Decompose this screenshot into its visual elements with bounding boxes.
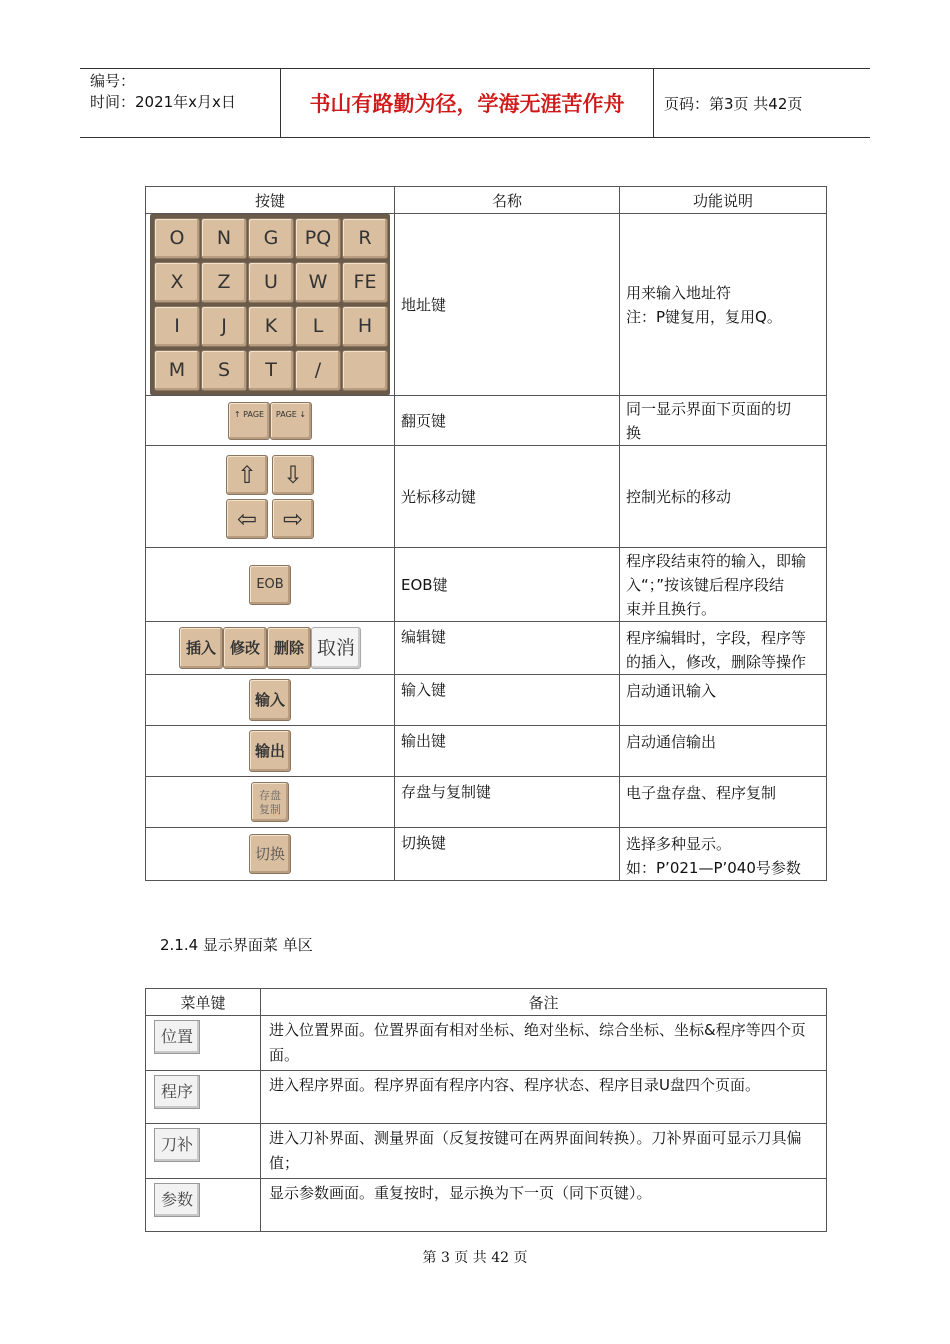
key-w: W [295,262,341,303]
table-row [146,1071,827,1124]
key-t: T [248,350,294,391]
desc-line: 用来输入地址符 [626,283,732,302]
table-row [146,214,827,396]
table-row [146,1179,827,1232]
name-address: 地址键 [395,214,620,396]
key-pq: PQ [295,218,341,259]
header-function: 功能说明 [620,187,827,214]
name-page: 翻页键 [395,396,620,446]
page-footer: 第 3 页 共 42 页 [422,1250,528,1266]
name-output: 输出键 [395,726,620,777]
table-row [146,675,827,726]
program-key: 程序 [154,1075,200,1109]
desc-edit [620,622,827,675]
modify-key: 修改 [223,627,267,669]
table-row [146,828,827,881]
menu-remark: 进入位置界面。位置界面有相对坐标、绝对坐标、综合坐标、坐标&程序等四个页面。 [261,1016,827,1071]
menu-key-cell [146,1124,261,1179]
key-j: J [201,306,247,347]
table-row [146,1124,827,1179]
desc-line: 选择多种显示。 [626,835,732,853]
key-n: N [201,218,247,259]
menu-remark: 进入程序界面。程序界面有程序内容、程序状态、程序目录U盘四个页面。 [261,1071,827,1124]
desc-line: 程序段结束符的输入，即输 [626,551,807,570]
table-row [146,446,827,548]
cursor-down-icon: ⇩ [272,455,314,495]
number-label: 编号： [90,72,136,90]
key-z: Z [201,262,247,303]
input-key-cell [146,675,395,726]
desc-line: 如：P’021—P’040号参数 [626,859,801,877]
desc-page [620,396,827,446]
desc-line: 束并且换行。 [626,599,717,618]
page-up-key: ↑ PAGE [228,402,270,440]
edit-key-cell [146,622,395,675]
tool-offset-key: 刀补 [154,1128,200,1162]
insert-key: 插入 [179,627,223,669]
page-info: 页码：第3页 共42页 [664,94,803,113]
key-i: I [154,306,200,347]
position-key: 位置 [154,1020,200,1054]
cursor-right-icon: ⇨ [272,499,314,539]
desc-line: 入“；”按该键后程序段结 [626,575,785,594]
key-fe: FE [342,262,388,303]
desc-line: 的插入，修改，删除等操作 [626,653,807,671]
header-key: 按键 [146,187,395,214]
page-header [80,68,870,138]
key-k: K [248,306,294,347]
desc-switch [620,828,827,881]
switch-key-cell [146,828,395,881]
eob-key-cell [146,548,395,622]
section-title: 2.1.4 显示界面菜 单区 [160,936,313,954]
table-row [146,726,827,777]
eob-key: EOB [249,565,291,605]
key-table [145,186,827,881]
cancel-key: 取消 [311,627,361,669]
key-slash: / [295,350,341,391]
name-eob: EOB键 [395,548,620,622]
cursor-left-icon: ⇦ [226,499,268,539]
page-down-key: PAGE ↓ [270,402,312,440]
name-input: 输入键 [395,675,620,726]
key-l: L [295,306,341,347]
header-left [80,69,280,137]
key-x: X [154,262,200,303]
address-key-grid [150,214,390,395]
save-copy-key-cell [146,777,395,828]
header-menu-key: 菜单键 [146,989,261,1016]
cursor-up-icon: ⇧ [226,455,268,495]
motto: 书山有路勤为径，学海无涯苦作舟 [280,69,654,137]
menu-key-cell [146,1179,261,1232]
name-switch: 切换键 [395,828,620,881]
output-key: 输出 [249,730,291,772]
menu-table-header [146,989,827,1016]
name-edit: 编辑键 [395,622,620,675]
table-row [146,396,827,446]
key-h: H [342,306,388,347]
menu-key-cell [146,1016,261,1071]
time-label: 时间：2021年x月x日 [90,93,236,111]
key-blank [342,350,388,391]
page-key-cell [146,396,395,446]
desc-line: 注：P键复用，复用Q。 [626,307,782,326]
desc-line: 程序编辑时，字段，程序等 [626,629,807,647]
desc-line: 同一显示界面下页面的切 [626,399,792,418]
cursor-key-cell [146,446,395,548]
save-copy-key: 存盘复制 [251,782,289,822]
output-key-cell [146,726,395,777]
table-row [146,777,827,828]
key-o: O [154,218,200,259]
name-cursor: 光标移动键 [395,446,620,548]
desc-input: 启动通讯输入 [620,675,827,726]
cursor-keys [146,453,394,541]
desc-cursor: 控制光标的移动 [620,446,827,548]
menu-key-cell [146,1071,261,1124]
key-s: S [201,350,247,391]
desc-eob [620,548,827,622]
name-save-copy: 存盘与复制键 [395,777,620,828]
menu-remark: 显示参数画面。重复按时，显示换为下一页（同下页键）。 [261,1179,827,1232]
desc-output: 启动通信输出 [620,726,827,777]
table-row [146,622,827,675]
delete-key: 删除 [267,627,311,669]
key-m: M [154,350,200,391]
address-key-cell [146,214,395,396]
switch-key: 切换 [249,834,291,874]
menu-table [145,988,827,1232]
key-u: U [248,262,294,303]
key-g: G [248,218,294,259]
key-table-header [146,187,827,214]
desc-line: 换 [626,423,642,442]
input-key: 输入 [249,679,291,721]
menu-remark: 进入刀补界面、测量界面（反复按键可在两界面间转换）。刀补界面可显示刀具偏值； [261,1124,827,1179]
header-remark: 备注 [261,989,827,1016]
table-row [146,1016,827,1071]
key-r: R [342,218,388,259]
desc-save-copy: 电子盘存盘、程序复制 [620,777,827,828]
parameter-key: 参数 [154,1183,200,1217]
table-row [146,548,827,622]
header-name: 名称 [395,187,620,214]
desc-address [620,214,827,396]
